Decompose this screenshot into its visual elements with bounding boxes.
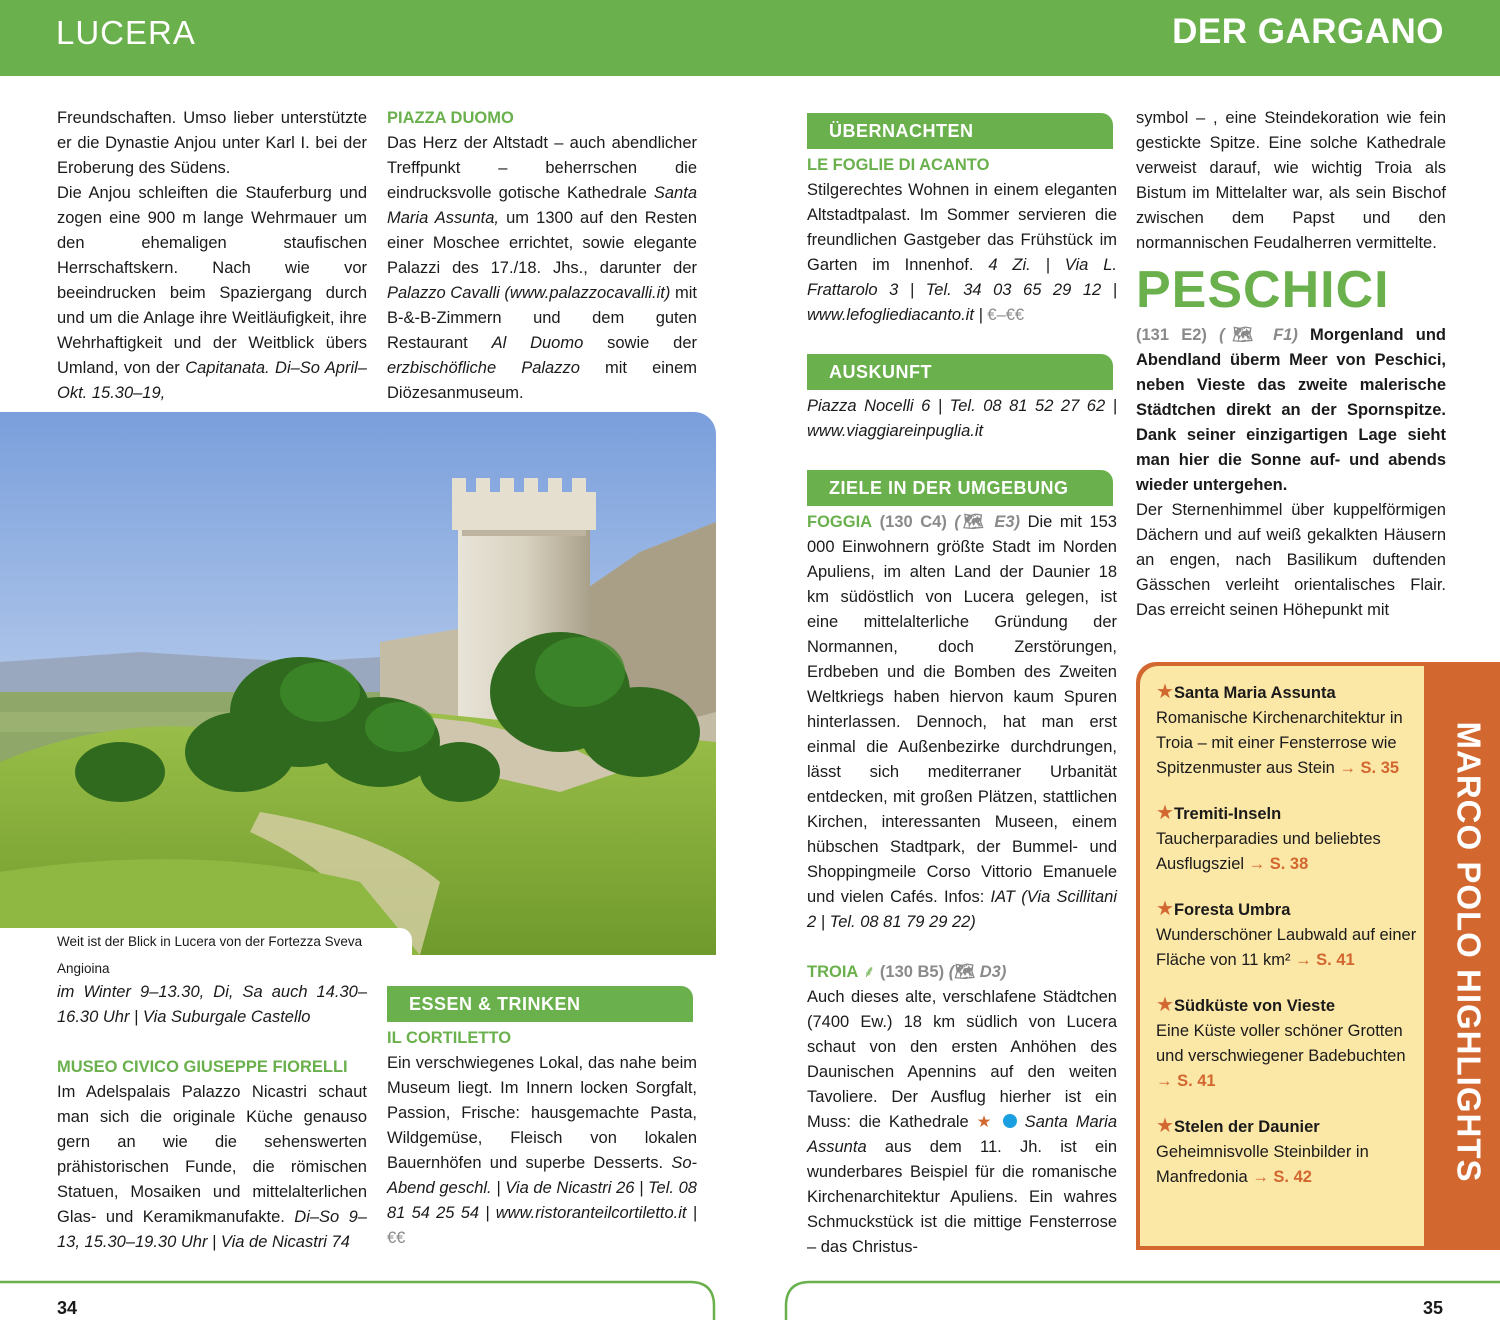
- heading-museo-civico: MUSEO CIVICO GIUSEPPE FIORELLI: [57, 1058, 348, 1076]
- page-link[interactable]: → S. 41: [1156, 1072, 1216, 1090]
- highlight-item: [1156, 1114, 1424, 1190]
- star-icon: ★: [1156, 898, 1174, 920]
- highlight-text: Eine Küste voller schöner Grotten und verschwiegener Badebuchten: [1156, 1022, 1406, 1065]
- highlight-title: Südküste von Vieste: [1173, 997, 1336, 1015]
- map-icon: 🗺︎: [959, 513, 987, 531]
- paragraph: symbol – , eine Steindekoration wie fein gestickte Spitze. Eine solche Kathedrale verweist darauf, wie wichtig Troia als Bistum im Mittelalter war, als sein Bischof zwischen dem Papst und den normannischen Feudalherren vermittelte.: [1136, 109, 1446, 252]
- col1-top: [57, 106, 367, 406]
- map-ref: (🗺︎ F1): [1219, 326, 1298, 344]
- contact-info: Piazza Nocelli 6 | Tel. 08 81 52 27 62 | www.viaggiareinpuglia.it: [807, 397, 1117, 440]
- col2-top: [387, 106, 697, 406]
- star-icon: ★: [976, 1113, 995, 1131]
- heading-piazza-duomo: PIAZZA DUOMO: [387, 109, 514, 127]
- highlights-list: [1140, 666, 1424, 1246]
- text: aus dem 11. Jh. ist ein wunderbares Beispiel für die romanische Kirchenarchitektur Apuliens. Ein wahres Schmuckstück ist die mittige Fensterrose – das Christus-: [807, 1138, 1117, 1256]
- page-link[interactable]: → S. 38: [1248, 855, 1309, 873]
- highlight-text: Geheimnisvolle Steinbilder in Manfredonia: [1156, 1143, 1369, 1186]
- dot-icon: [1003, 1114, 1017, 1128]
- highlight-title: Santa Maria Assunta: [1173, 684, 1336, 702]
- text-italic: So-Abend geschl. | Via de Nicastri 26 | Tel. 08 81 54 25 54 | www.ristoranteilcortiletto.it |: [387, 1154, 697, 1222]
- paragraph-foggia: [807, 510, 1117, 935]
- page-link[interactable]: → S. 35: [1339, 759, 1400, 777]
- opening-hours: im Winter 9–13.30, Di, Sa auch 14.30–16.30 Uhr | Via Suburgale Castello: [57, 983, 367, 1026]
- paragraph: [57, 181, 367, 406]
- star-icon: ★: [1156, 1115, 1174, 1137]
- paragraph: [57, 1080, 367, 1255]
- header-bar: [0, 0, 1500, 76]
- photo-caption: Weit ist der Blick in Lucera von der Fortezza Sveva Angioina: [0, 928, 412, 955]
- paragraph-text: Die Anjou schleiften die Stauferburg und zogen eine 900 m lange Wehrmauer um den ehemaligen staufischen Herrschaftskern. Nach wie vor beeindrucken beim Spaziergang durch und um die Anlage ihre Weitläufigkeit, ihre Wehrhaftigkeit und der Weitblick übers Umland, von der: [57, 184, 367, 377]
- highlight-title: Stelen der Daunier: [1173, 1118, 1320, 1136]
- heading-le-foglie: LE FOGLIE DI ACANTO: [807, 156, 990, 174]
- highlight-item: [1156, 680, 1424, 781]
- price-badge: €–€€: [987, 306, 1025, 324]
- highlight-title: Foresta Umbra: [1173, 901, 1291, 919]
- title-peschici: PESCHICI: [1136, 261, 1390, 319]
- star-icon: ★: [1156, 681, 1174, 703]
- text: Stilgerechtes Wohnen in einem eleganten Altstadtpalast. Im Sommer servieren die freundlichen Gastgeber das Frühstück im Garten im Innenhof.: [807, 181, 1117, 274]
- col4: [1136, 106, 1446, 623]
- paragraph: [387, 131, 697, 406]
- paragraph: [387, 1051, 697, 1251]
- opening-hours: Capitanata. Di–So April–Okt. 15.30–19,: [57, 359, 367, 402]
- lead-text: Morgenland und Abendland überm Meer von Peschici, neben Vieste das zweite malerische Städtchen direkt an der Spornspitze. Dank seiner einzigartigen Lage sieht man hier die Sonne auf- und abends wieder untergehen.: [1136, 326, 1446, 494]
- text: Das Herz der Altstadt – auch abendlicher Treffpunkt – beherrschen die eindrucksvolle gotische Kathedrale: [387, 134, 697, 202]
- text-italic: Santa Maria Assunta: [807, 1113, 1118, 1156]
- text: Die mit 153 000 Einwohnern größte Stadt im Norden Apuliens, im alten Land der Daunier 18 km südöstlich von Lucera gelegen, ist eine mittelalterliche Gründung der Normannen, doch Zerstörungen, Erdbeben und die Bomben des Zweiten Weltkriegs haben hiervon kaum Spuren hinterlassen. Dennoch, hat man erst einmal die Außenbezirke durchdrungen, lässt sich mediterraner Urbanität entdecken, mit großen Plätzen, stattlichen Kirchen, interessanten Museen, einem hübschen Stadtpark, der Bummel- und Shoppingmeile Corso Vittorio Emanuele und vielen Cafés. Infos:: [807, 513, 1117, 906]
- text: Ein verschwiegenes Lokal, das nahe beim Museum liegt. Im Innern locken Sorgfalt, Passion, Frische: hausgemachte Pasta, Wildgemüse, Fleisch von lokalen Bauernhöfen und superbe Desserts.: [387, 1054, 697, 1172]
- text-italic: Di–So 9–13, 15.30–19.30 Uhr | Via de Nicastri 74: [57, 1208, 367, 1251]
- map-ref: (🗺︎ D3): [948, 963, 1007, 981]
- map-icon: 🗺︎: [954, 963, 976, 981]
- star-icon: ★: [1156, 802, 1174, 824]
- paragraph: [807, 985, 1117, 1260]
- price-badge: €€: [387, 1229, 406, 1247]
- map-ref: (130 C4): [879, 513, 947, 531]
- tab-essen-trinken: ESSEN & TRINKEN: [387, 986, 693, 1022]
- heading-il-cortiletto: IL CORTILETTO: [387, 1029, 512, 1047]
- map-icon: 🗺︎: [1224, 326, 1261, 344]
- page-link[interactable]: → S. 42: [1252, 1168, 1312, 1186]
- paragraph: Freundschaften. Umso lieber unterstützte er die Dynastie Anjou unter Karl I. bei der Eroberung des Südens.: [57, 109, 367, 177]
- col3: [807, 113, 1117, 1260]
- star-icon: ★: [1156, 994, 1174, 1016]
- footer-line-left: [0, 1280, 720, 1320]
- highlight-item: [1156, 897, 1424, 973]
- text: mit einem Diözesanmuseum.: [387, 359, 698, 402]
- highlight-text: Romanische Kirchenarchitektur in Troia – mit einer Fensterrose wie Spitzenmuster aus Stein: [1156, 709, 1403, 777]
- tab-uebernachten: ÜBERNACHTEN: [807, 113, 1113, 149]
- paragraph-lead: [1136, 323, 1446, 498]
- paragraph: Der Sternenhimmel über kuppelförmigen Dächern und auf weiß gekalkten Häusern an engen, nach Basilikum duftenden Gässchen verleiht orientalisches Flair. Das erreicht seinen Höhepunkt mit: [1136, 501, 1446, 619]
- page-number-left: 34: [57, 1298, 78, 1318]
- leaf-icon: ⸙: [862, 963, 876, 981]
- highlight-item: [1156, 801, 1424, 877]
- page-number-right: 35: [1422, 1298, 1443, 1318]
- col1-bottom: [57, 980, 367, 1255]
- highlight-text: Taucherparadies und beliebtes Ausflugsziel: [1156, 830, 1381, 873]
- castle-photo: [0, 412, 716, 955]
- highlights-side-title: [1436, 672, 1496, 1232]
- text: mit B-&-B-Zimmern und dem guten Restaurant: [387, 284, 697, 352]
- heading-foggia: FOGGIA: [807, 513, 873, 531]
- section-title-right: DER GARGANO: [1172, 12, 1444, 51]
- paragraph: [807, 178, 1117, 328]
- tab-auskunft: AUSKUNFT: [807, 354, 1113, 390]
- map-ref: (131 E2): [1136, 326, 1207, 344]
- tab-ziele: ZIELE IN DER UMGEBUNG: [807, 470, 1113, 506]
- text-italic: Palazzo Cavalli (www.palazzocavalli.it): [387, 284, 671, 302]
- page-link[interactable]: → S. 41: [1295, 951, 1355, 969]
- highlight-title: Tremiti-Inseln: [1173, 805, 1282, 823]
- text-italic: IAT (Via Scillitani 2 | Tel. 08 81 79 29 22): [807, 888, 1117, 931]
- paragraph-troia: [807, 960, 1117, 985]
- map-ref: (🗺︎ E3): [954, 513, 1021, 531]
- highlight-text: Wunderschöner Laubwald auf einer Fläche von 11 km²: [1156, 926, 1417, 969]
- heading-troia: TROIA: [807, 963, 859, 981]
- highlight-item: [1156, 993, 1424, 1094]
- text: Im Adelspalais Palazzo Nicastri schaut man sich die originale Küche genauso gern an wie die sehenswerten prähistorischen Funde, die römischen Statuen, Mosaiken und mittelalterlichen Glas- und Keramikmanufakte.: [57, 1083, 367, 1226]
- text-italic: Santa Maria Assunta,: [387, 184, 697, 227]
- text-italic: 4 Zi. | Via L. Frattarolo 3 | Tel. 34 03 65 29 12 | www.lefogliediacanto.it |: [807, 256, 1117, 324]
- castle-illustration: [0, 412, 716, 955]
- text: Auch dieses alte, verschlafene Städtchen (7400 Ew.) 18 km südlich von Lucera schaut von den ersten Anhöhen des Daunischen Apennins auf den weiten Tavoliere. Der Ausflug hierher ist ein Muss: die Kathedrale: [807, 988, 1117, 1131]
- text-italic: Al Duomo: [491, 334, 584, 352]
- side-title-text: MARCO POLO HIGHLIGHTS: [1450, 721, 1488, 1183]
- text: sowie der: [583, 334, 698, 352]
- highlights-box: [1136, 662, 1500, 1250]
- text-italic: erzbischöfliche Palazzo: [387, 359, 580, 377]
- section-title-left: LUCERA: [56, 14, 196, 51]
- map-ref: (130 B5): [879, 963, 945, 981]
- text: um 1300 auf den Resten einer Moschee errichtet, sowie elegante Palazzi des 17./18. Jhs., darunter der: [387, 209, 698, 277]
- footer-line-right: [784, 1280, 1500, 1320]
- col2-bottom: [387, 986, 697, 1251]
